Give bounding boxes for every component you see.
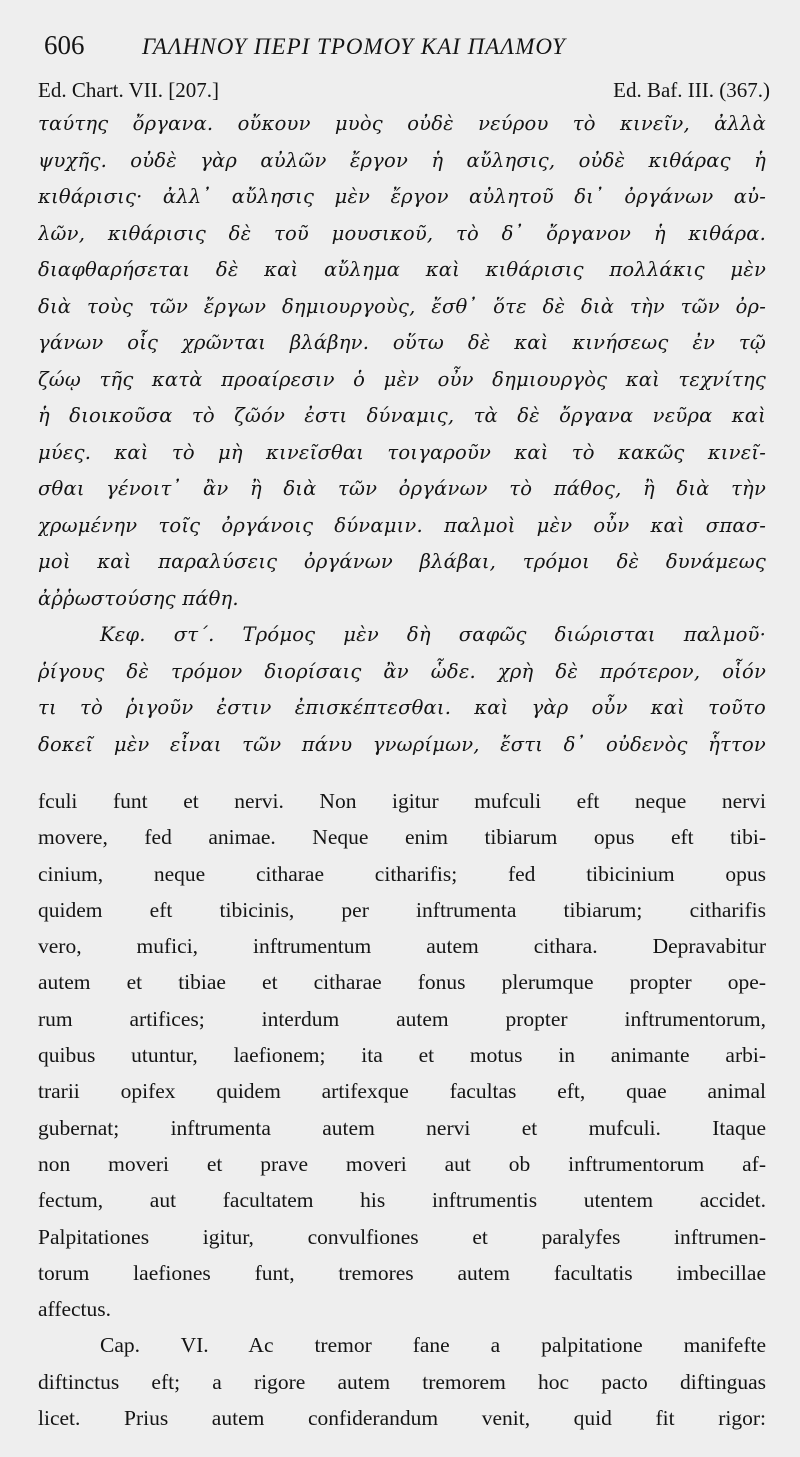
greek-line: χρωμένην τοῖς ὀργάνοις δύναμιν. παλμοὶ μὲν οὖν καὶ σπασ- [38,513,766,537]
latin-line: quibus utuntur, laefionem; ita et motus in animante arbi- [38,1043,766,1068]
latin-line: diftinctus eft; a rigore autem tremorem hoc pacto diftinguas [38,1369,766,1394]
latin-line: gubernat; inftrumenta autem nervi et mufculi. Itaque [38,1115,766,1140]
edition-references [38,78,770,106]
latin-chapter-heading-line: Cap. VI. Ac tremor fane a palpitatione manifefte [100,1333,766,1358]
greek-line: γάνων οἷς χρῶνται βλάβην. οὕτω δὲ καὶ κινήσεως ἐν τῷ [38,331,766,354]
latin-line: autem et tibiae et citharae fonus plerumque propter ope- [38,970,766,995]
latin-line: torum laefiones funt, tremores autem facultatis imbecillae [38,1260,766,1285]
latin-line: fectum, aut facultatem his inftrumentis utentem accidet. [38,1188,766,1213]
page-number: 606 [44,30,85,60]
greek-line: διαφθαρήσεται δὲ καὶ αὔλημα καὶ κιθάρισις πολλάκις μὲν [38,258,766,281]
greek-line: ἡ διοικοῦσα τὸ ζῶόν ἐστι δύναμις, τὰ δὲ ὄργανα νεῦρα καὶ [38,404,766,427]
greek-text-block [38,106,766,763]
greek-line: κιθάρισις· ἀλλ᾽ αὔλησις μὲν ἔργον αὐλητοῦ δι᾽ ὀργάνων αὐ- [38,185,766,208]
latin-line: rum artifices; interdum autem propter inftrumentorum, [38,1006,766,1031]
greek-line: ψυχῆς. οὐδὲ γὰρ αὐλῶν ἔργον ἡ αὔλησις, οὐδὲ κιθάρας ἡ [38,148,766,172]
latin-line: licet. Prius autem confiderandum venit, quid fit rigor: [38,1406,766,1431]
running-title: ΓΑΛΗΝΟΥ ΠΕΡΙ ΤΡΟΜΟΥ ΚΑΙ ΠΑΛΜΟΥ [142,34,566,59]
latin-line: Palpitationes igitur, convulfiones et paralyfes inftrumen- [38,1224,766,1249]
greek-line: μύες. καὶ τὸ μὴ κινεῖσθαι τοιγαροῦν καὶ τὸ κακῶς κινεῖ- [38,440,766,464]
greek-line: διὰ τοὺς τῶν ἔργων δημιουργοὺς, ἔσθ᾽ ὅτε δὲ διὰ τὴν τῶν ὀρ- [38,294,766,318]
latin-line: movere, fed animae. Neque enim tibiarum opus eft tibi- [38,825,766,850]
greek-line: σθαι γένοιτ᾽ ἂν ἢ διὰ τῶν ὀργάνων τὸ πάθος, ἢ διὰ τὴν [38,477,766,500]
edition-reference-left: Ed. Chart. VII. [207.] [38,78,219,102]
greek-line: ῥίγους δὲ τρόμον διορίσαις ἂν ὧδε. χρὴ δὲ πρότερον, οἷόν [38,659,766,683]
greek-line: μοὶ καὶ παραλύσεις ὀργάνων βλάβαι, τρόμοι δὲ δυνάμεως [38,550,766,573]
latin-line: trarii opifex quidem artifexque facultas eft, quae animal [38,1079,766,1104]
latin-line: fculi funt et nervi. Non igitur mufculi eft neque nervi [38,789,766,813]
greek-line: ζώῳ τῆς κατὰ προαίρεσιν ὁ μὲν οὖν δημιουργὸς καὶ τεχνίτης [38,367,766,391]
latin-line: non moveri et prave moveri aut ob inftrumentorum af- [38,1151,766,1176]
latin-line: affectus. [38,1297,112,1322]
latin-line: quidem eft tibicinis, per inftrumenta tibiarum; citharifis [38,897,766,922]
greek-chapter-heading-line: Κεφ. στ΄. Τρόμος μὲν δὴ σαφῶς διώρισται παλμοῦ· [100,623,766,646]
greek-line: ἀῤῥωστούσης πάθη. [38,586,239,610]
latin-text-block [38,783,766,1436]
latin-line: cinium, neque citharae citharifis; fed tibicinium opus [38,861,766,886]
edition-reference-right: Ed. Baf. III. (367.) [613,78,770,102]
greek-line: τι τὸ ῥιγοῦν ἐστιν ἐπισκέπτεσθαι. καὶ γὰρ οὖν καὶ τοῦτο [38,696,766,719]
greek-line: λῶν, κιθάρισις δὲ τοῦ μουσικοῦ, τὸ δ᾽ ὄργανον ἡ κιθάρα. [38,221,766,245]
greek-line: δοκεῖ μὲν εἶναι τῶν πάνυ γνωρίμων, ἔστι δ᾽ οὐδενὸς ἧττον [38,732,766,756]
greek-line: ταύτης ὄργανα. οὔκουν μυὸς οὐδὲ νεύρου τὸ κινεῖν, ἀλλὰ [38,112,766,135]
page-header [38,30,772,70]
latin-line: vero, mufici, inftrumentum autem cithara. Depravabitur [38,934,766,959]
